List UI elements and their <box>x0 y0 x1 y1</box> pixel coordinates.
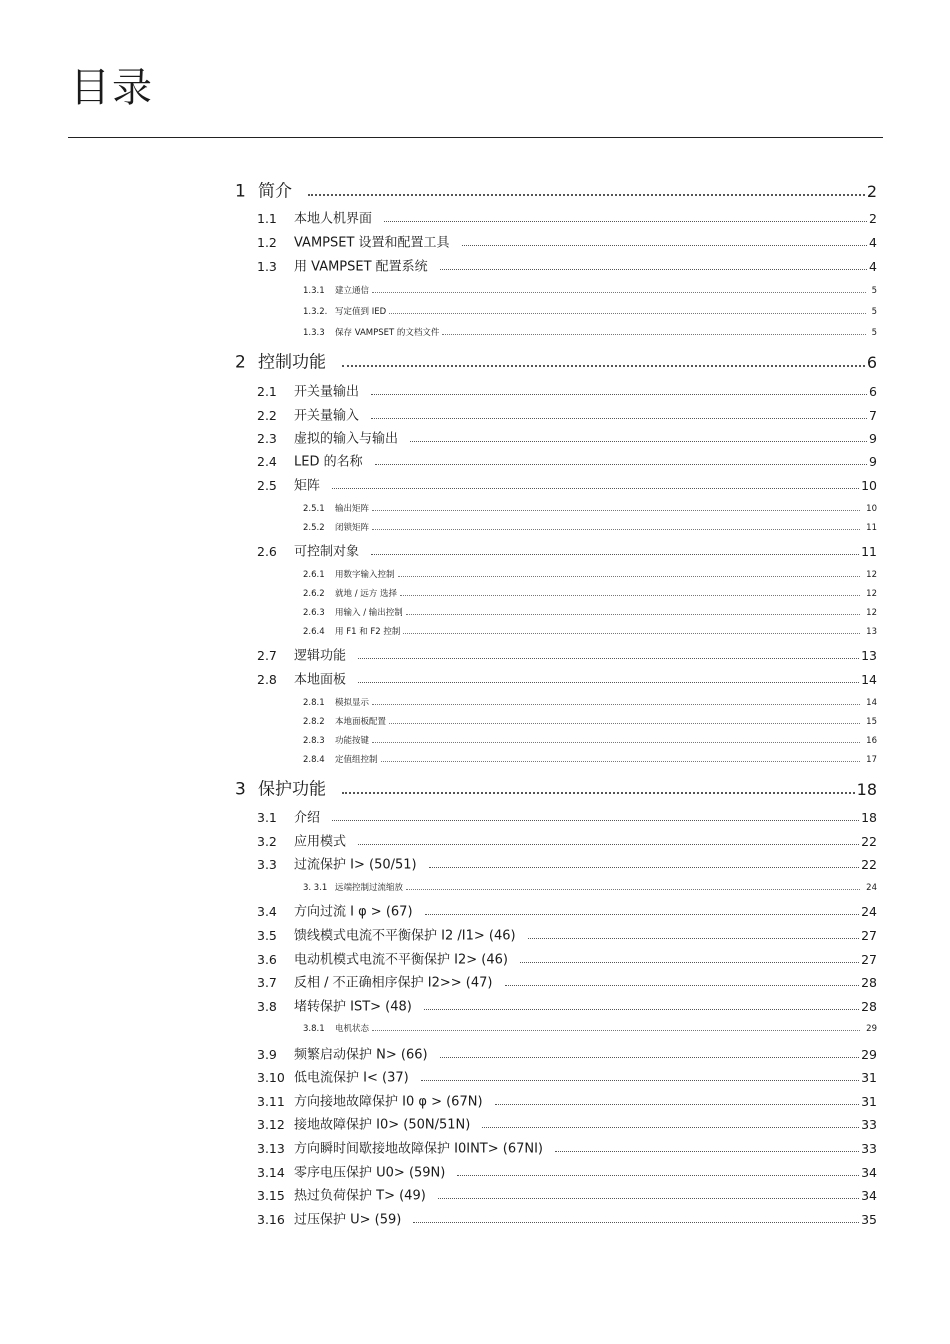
toc-entry[interactable] <box>0 950 877 970</box>
toc-entry[interactable] <box>0 622 877 642</box>
toc-entry-number: 2 <box>235 352 246 373</box>
toc-dot-leader <box>342 792 855 794</box>
toc-entry[interactable] <box>0 855 877 875</box>
toc-entry-page: 10 <box>866 503 877 514</box>
toc-dot-leader <box>358 844 859 845</box>
toc-entry[interactable] <box>0 353 877 373</box>
toc-dot-leader <box>424 1009 859 1010</box>
toc-entry-page: 14 <box>861 671 877 687</box>
toc-entry-title: 接地故障保护 I0> (50N/51N) <box>294 1117 471 1133</box>
toc-entry-page: 12 <box>866 569 877 580</box>
toc-dot-leader <box>555 1151 859 1152</box>
toc-dot-leader <box>384 221 867 222</box>
toc-dot-leader <box>358 658 859 659</box>
toc-entry[interactable] <box>0 997 877 1017</box>
toc-dot-leader <box>421 1080 859 1081</box>
toc-entry-page: 9 <box>869 430 877 446</box>
toc-entry-number: 2.8 <box>257 671 277 687</box>
toc-entry[interactable] <box>0 973 877 993</box>
toc-entry-page: 5 <box>871 285 877 296</box>
toc-entry-title: 方向瞬时间歇接地故障保护 I0INT> (67NI) <box>294 1141 544 1157</box>
toc-entry-number: 3.11 <box>257 1093 285 1109</box>
toc-entry-page: 13 <box>866 626 877 637</box>
toc-entry-title: 开关量输出 <box>294 384 360 400</box>
toc-entry[interactable] <box>0 476 877 496</box>
toc-entry-number: 2.8.1 <box>303 697 325 708</box>
toc-entry-page: 6 <box>866 353 877 372</box>
toc-entry[interactable] <box>0 1045 877 1065</box>
toc-entry-page: 24 <box>861 903 877 919</box>
toc-dot-leader <box>438 1198 859 1199</box>
title-divider <box>68 137 883 138</box>
toc-entry-page: 28 <box>861 974 877 990</box>
toc-entry-page: 6 <box>869 383 877 399</box>
toc-entry-page: 18 <box>856 780 877 799</box>
toc-entry-page: 35 <box>861 1211 877 1227</box>
toc-entry-title: 模拟显示 <box>335 697 370 708</box>
toc-entry-page: 15 <box>866 716 877 727</box>
toc-entry-title: 电机状态 <box>335 1023 370 1034</box>
toc-entry-title: 用 VAMPSET 配置系统 <box>294 259 428 275</box>
toc-dot-leader <box>332 820 859 821</box>
toc-entry-title: 电动机模式电流不平衡保护 I2> (46) <box>294 952 508 968</box>
toc-entry-page: 29 <box>861 1046 877 1062</box>
toc-entry-title: 热过负荷保护 T> (49) <box>294 1188 426 1204</box>
toc-entry-number: 2.5.2 <box>303 522 325 533</box>
toc-entry[interactable] <box>0 257 877 277</box>
toc-entry-title: 本地面板配置 <box>335 716 387 727</box>
toc-dot-leader <box>406 889 860 890</box>
toc-entry-number: 3.8 <box>257 998 277 1014</box>
toc-entry-page: 11 <box>861 543 877 559</box>
toc-dot-leader <box>389 313 866 314</box>
toc-entry-number: 3.2 <box>257 833 277 849</box>
toc-entry-title: 应用模式 <box>294 834 347 850</box>
toc-entry[interactable] <box>0 323 877 343</box>
toc-dot-leader <box>413 1222 859 1223</box>
toc-entry-title: 远端控制过流缩放 <box>335 882 404 893</box>
toc-entry-title: 用数字输入控制 <box>335 569 395 580</box>
toc-entry-page: 10 <box>861 477 877 493</box>
toc-entry-title: 频繁启动保护 N> (66) <box>294 1047 428 1063</box>
toc-entry-page: 17 <box>866 754 877 765</box>
toc-entry-number: 1.3.3 <box>303 327 325 338</box>
toc-entry-title: 矩阵 <box>294 478 321 494</box>
toc-entry[interactable] <box>0 731 877 751</box>
toc-entry-number: 2.5 <box>257 477 277 493</box>
toc-entry-page: 33 <box>861 1140 877 1156</box>
toc-entry[interactable] <box>0 750 877 770</box>
toc-entry-page: 34 <box>861 1187 877 1203</box>
toc-entry-number: 1 <box>235 181 246 202</box>
toc-entry-number: 1.3 <box>257 258 277 274</box>
toc-entry-title: 本地人机界面 <box>294 211 373 227</box>
toc-entry-title: 建立通信 <box>335 285 370 296</box>
toc-entry[interactable] <box>0 693 877 713</box>
toc-entry[interactable] <box>0 808 877 828</box>
toc-entry[interactable] <box>0 452 877 472</box>
toc-entry[interactable] <box>0 646 877 666</box>
toc-dot-leader <box>403 633 860 634</box>
toc-entry-title: 可控制对象 <box>294 544 360 560</box>
toc-entry[interactable] <box>0 1210 877 1230</box>
toc-dot-leader <box>462 245 867 246</box>
toc-dot-leader <box>440 269 867 270</box>
toc-entry-page: 5 <box>871 306 877 317</box>
toc-entry-number: 2.5.1 <box>303 503 325 514</box>
toc-entry-page: 11 <box>866 522 877 533</box>
toc-entry[interactable] <box>0 281 877 301</box>
toc-entry-number: 2.6 <box>257 543 277 559</box>
toc-entry-page: 4 <box>869 258 877 274</box>
toc-dot-leader <box>528 938 859 939</box>
toc-entry[interactable] <box>0 499 877 519</box>
toc-dot-leader <box>442 334 866 335</box>
toc-entry-title: 方向过流 I φ > (67) <box>294 904 413 920</box>
toc-entry-number: 1.3.1 <box>303 285 325 296</box>
toc-dot-leader <box>371 554 859 555</box>
toc-entry[interactable] <box>0 1186 877 1206</box>
toc-entry[interactable] <box>0 670 877 690</box>
toc-entry[interactable] <box>0 382 877 402</box>
toc-entry-title: 过压保护 U> (59) <box>294 1212 402 1228</box>
toc-entry-page: 5 <box>871 327 877 338</box>
toc-entry[interactable] <box>0 832 877 852</box>
toc-entry-title: 保存 VAMPSET 的文档文件 <box>335 327 440 338</box>
toc-entry-page: 27 <box>861 927 877 943</box>
toc-entry[interactable] <box>0 429 877 449</box>
toc-entry-number: 3.14 <box>257 1164 285 1180</box>
toc-entry[interactable] <box>0 603 877 623</box>
toc-entry-number: 2.1 <box>257 383 277 399</box>
toc-entry[interactable] <box>0 1139 877 1159</box>
toc-dot-leader <box>410 441 867 442</box>
toc-entry[interactable] <box>0 780 877 800</box>
toc-entry-page: 12 <box>866 588 877 599</box>
toc-dot-leader <box>381 761 860 762</box>
toc-entry[interactable] <box>0 1019 877 1039</box>
toc-dot-leader <box>372 510 860 511</box>
toc-entry-title: 开关量输入 <box>294 408 360 424</box>
toc-entry[interactable] <box>0 233 877 253</box>
toc-entry-title: 低电流保护 I< (37) <box>294 1070 409 1086</box>
toc-entry[interactable] <box>0 1115 877 1135</box>
toc-entry-page: 18 <box>861 809 877 825</box>
toc-entry-number: 3.9 <box>257 1046 277 1062</box>
toc-entry-number: 2.6.3 <box>303 607 325 618</box>
toc-dot-leader <box>372 704 860 705</box>
toc-entry-number: 3.3 <box>257 856 277 872</box>
toc-dot-leader <box>372 529 860 530</box>
toc-entry-number: 3.16 <box>257 1211 285 1227</box>
toc-dot-leader <box>308 194 865 196</box>
toc-entry-page: 24 <box>866 882 877 893</box>
toc-entry-title: 就地 / 远方 选择 <box>335 588 397 599</box>
toc-entry-title: 本地面板 <box>294 672 347 688</box>
toc-entry-page: 34 <box>861 1164 877 1180</box>
toc-dot-leader <box>389 723 860 724</box>
toc-dot-leader <box>372 742 860 743</box>
toc-dot-leader <box>440 1057 859 1058</box>
toc-dot-leader <box>372 1030 860 1031</box>
toc-entry-page: 12 <box>866 607 877 618</box>
toc-entry[interactable] <box>0 902 877 922</box>
toc-entry-number: 3 <box>235 779 246 800</box>
toc-entry-title: 输出矩阵 <box>335 503 370 514</box>
toc-entry-number: 3.10 <box>257 1069 285 1085</box>
toc-entry-number: 3.13 <box>257 1140 285 1156</box>
toc-entry-page: 27 <box>861 951 877 967</box>
toc-dot-leader <box>371 418 867 419</box>
toc-entry-page: 13 <box>861 647 877 663</box>
toc-entry-number: 2.8.3 <box>303 735 325 746</box>
toc-entry-page: 31 <box>861 1069 877 1085</box>
toc-entry-page: 2 <box>869 210 877 226</box>
toc-entry-page: 22 <box>861 856 877 872</box>
toc-dot-leader <box>371 394 867 395</box>
toc-entry-number: 2.8.2 <box>303 716 325 727</box>
toc-dot-leader <box>358 682 859 683</box>
toc-dot-leader <box>406 614 860 615</box>
toc-entry[interactable] <box>0 926 877 946</box>
toc-dot-leader <box>400 595 860 596</box>
toc-entry-title: 馈线模式电流不平衡保护 I2 /I1> (46) <box>294 928 516 944</box>
toc-entry-title: 虚拟的输入与输出 <box>294 431 399 447</box>
toc-entry-number: 3.6 <box>257 951 277 967</box>
toc-entry-title: 过流保护 I> (50/51) <box>294 857 417 873</box>
toc-entry-title: 定值组控制 <box>335 754 378 765</box>
toc-dot-leader <box>375 464 867 465</box>
toc-entry-page: 31 <box>861 1093 877 1109</box>
toc-dot-leader <box>429 867 859 868</box>
toc-entry-number: 3.8.1 <box>303 1023 325 1034</box>
page-title: 目录 <box>70 65 154 111</box>
toc-dot-leader <box>425 914 859 915</box>
toc-entry[interactable] <box>0 182 877 202</box>
toc-entry-title: 用 F1 和 F2 控制 <box>335 626 401 637</box>
toc-entry[interactable] <box>0 518 877 538</box>
toc-entry-title: 逻辑功能 <box>294 648 347 664</box>
toc-entry-page: 14 <box>866 697 877 708</box>
toc-entry-page: 22 <box>861 833 877 849</box>
toc-entry-page: 9 <box>869 453 877 469</box>
toc-entry-number: 3.1 <box>257 809 277 825</box>
toc-dot-leader <box>398 576 860 577</box>
toc-entry-title: 写定值到 IED <box>335 306 387 317</box>
toc-dot-leader <box>372 292 866 293</box>
toc-entry-title: 反相 / 不正确相序保护 I2>> (47) <box>294 975 493 991</box>
toc-entry-page: 33 <box>861 1116 877 1132</box>
toc-entry-number: 3.5 <box>257 927 277 943</box>
toc-entry-title: 堵转保护 IST> (48) <box>294 999 412 1015</box>
toc-entry-number: 2.6.2 <box>303 588 325 599</box>
toc-entry-title: 介绍 <box>294 810 321 826</box>
toc-entry[interactable] <box>0 878 877 898</box>
toc-entry-number: 2.8.4 <box>303 754 325 765</box>
toc-dot-leader <box>482 1127 859 1128</box>
toc-entry-title: 控制功能 <box>258 352 326 373</box>
toc-entry[interactable] <box>0 302 877 322</box>
toc-entry-number: 2.7 <box>257 647 277 663</box>
toc-entry-page: 4 <box>869 234 877 250</box>
toc-entry[interactable] <box>0 1068 877 1088</box>
toc-entry-number: 3.7 <box>257 974 277 990</box>
toc-entry-number: 1.1 <box>257 210 277 226</box>
toc-entry-title: 闭锁矩阵 <box>335 522 370 533</box>
toc-entry-title: 简介 <box>258 181 292 202</box>
toc-entry-number: 1.3.2. <box>303 306 328 317</box>
toc-dot-leader <box>457 1175 859 1176</box>
toc-entry-page: 16 <box>866 735 877 746</box>
toc-entry[interactable] <box>0 209 877 229</box>
toc-entry-number: 2.4 <box>257 453 277 469</box>
toc-entry-title: 功能按键 <box>335 735 370 746</box>
toc-entry-page: 29 <box>866 1023 877 1034</box>
toc-entry-number: 3. 3.1 <box>303 882 328 893</box>
toc-entry[interactable] <box>0 565 877 585</box>
toc-entry-number: 2.3 <box>257 430 277 446</box>
toc-entry-title: 用输入 / 输出控制 <box>335 607 403 618</box>
toc-entry[interactable] <box>0 712 877 732</box>
toc-entry-number: 2.6.4 <box>303 626 325 637</box>
toc-entry-title: VAMPSET 设置和配置工具 <box>294 235 450 251</box>
toc-entry-number: 2.2 <box>257 407 277 423</box>
toc-entry-number: 3.4 <box>257 903 277 919</box>
toc-entry-page: 28 <box>861 998 877 1014</box>
toc-dot-leader <box>495 1104 859 1105</box>
toc-entry[interactable] <box>0 1163 877 1183</box>
toc-entry-number: 1.2 <box>257 234 277 250</box>
toc-entry[interactable] <box>0 584 877 604</box>
toc-entry-title: 零序电压保护 U0> (59N) <box>294 1165 446 1181</box>
toc-entry-number: 3.12 <box>257 1116 285 1132</box>
toc-entry-title: 方向接地故障保护 I0 φ > (67N) <box>294 1094 483 1110</box>
toc-dot-leader <box>342 365 865 367</box>
toc-entry[interactable] <box>0 406 877 426</box>
toc-dot-leader <box>332 488 859 489</box>
toc-dot-leader <box>520 962 859 963</box>
toc-entry-page: 7 <box>869 407 877 423</box>
toc-entry-title: 保护功能 <box>258 779 326 800</box>
toc-entry-page: 2 <box>866 182 877 201</box>
toc-entry-number: 2.6.1 <box>303 569 325 580</box>
toc-dot-leader <box>505 985 859 986</box>
toc-entry[interactable] <box>0 1092 877 1112</box>
toc-entry[interactable] <box>0 542 877 562</box>
toc-entry-number: 3.15 <box>257 1187 285 1203</box>
toc-entry-title: LED 的名称 <box>294 454 363 470</box>
